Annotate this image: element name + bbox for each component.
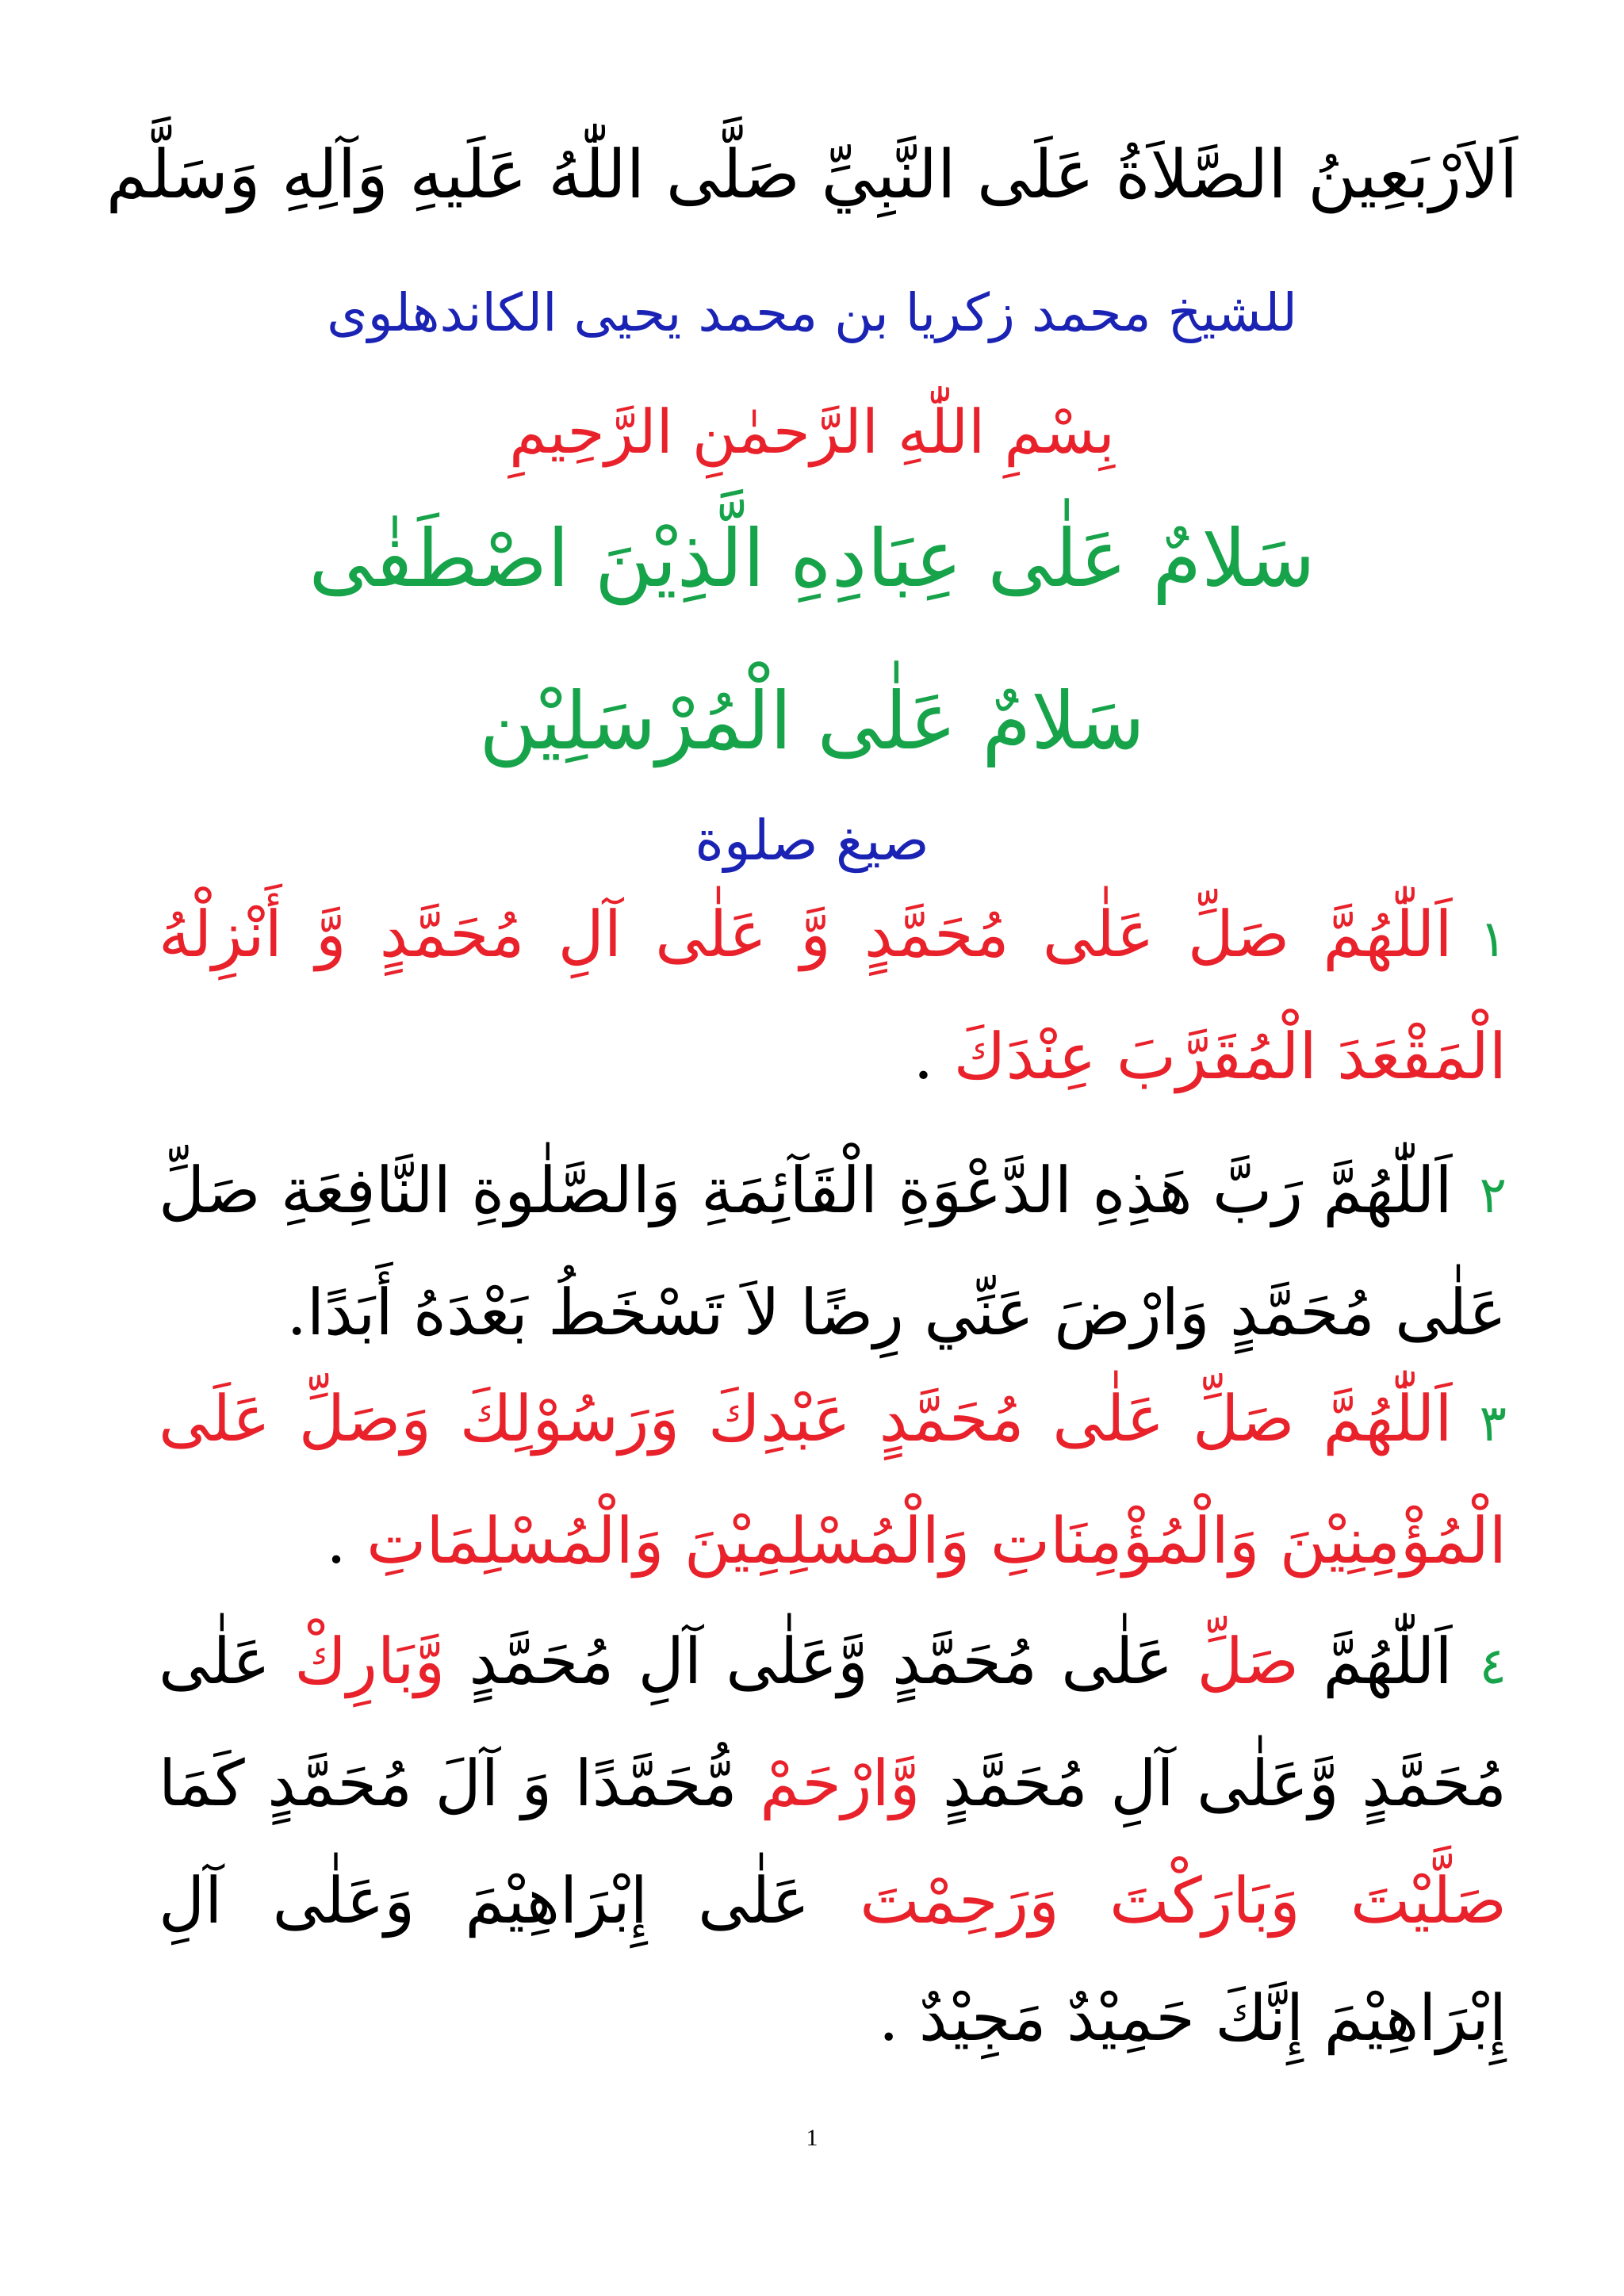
bismillah-line: بِسْمِ اللّٰهِ الرَّحمٰنِ الرَّحِيمِ [509,396,1115,467]
paragraph-text: اَللّٰهُمَّ رَبَّ هَذِهِ الدَّعْوَةِ الْقَآئِمَةِ وَالصَّلٰوةِ النَّافِعَةِ صَلِّ عَلٰى مُحَمَّدٍ وَارْضَ عَنِّي رِضًا لاَ تَسْخَطُ بَعْدَهُ أَبَدًا. [159,1154,1507,1349]
paragraph-text-red: وَّبَارِكْ [294,1624,446,1698]
paragraph-number: ٤ [1479,1637,1507,1696]
page-number: 1 [806,2125,818,2151]
paragraph-text-red: صَلِّ [1197,1624,1300,1698]
paragraph-text: . [913,1020,954,1093]
document-title: اَلاَرْبَعِينُ الصَّلاَةُ عَلَى النَّبِيِّ صَلَّى اللّٰهُ عَلَيهِ وَآلِهِ وَسَلَّم [105,136,1519,213]
salawat-paragraph-3 [159,1360,1507,1600]
paragraph-text-red: اَللّٰهُمَّ صَلِّ عَلٰى مُحَمَّدٍ وَّ عَلٰى آلِ مُحَمَّدٍ وَّ أَنْزِلْهُ الْمَقْعَدَ الْمُقَرَّبَ عِنْدَكَ [159,897,1507,1093]
paragraph-number: ٣ [1479,1395,1507,1453]
section-heading: صيغ صلوة [695,808,929,873]
paragraph-text: عَلٰى مُحَمَّدٍ وَّعَلٰى آلِ مُحَمَّدٍ [445,1624,1197,1698]
salawat-paragraph-1 [159,876,1507,1115]
paragraph-number: ١ [1479,910,1507,969]
salam-line-1: سَلامٌ عَلٰى عِبَادِهِ الَّذِيْنَ اصْطَفٰى [308,512,1316,605]
salawat-paragraph-4 [159,1603,1507,2077]
paragraph-number: ٢ [1479,1166,1507,1225]
paragraph-text: . [326,1504,367,1578]
author-line: للشيخ محمد زكريا بن محمد يحيى الكاندهلوى [327,282,1297,343]
paragraph-text-red: وَّارْحَمْ [760,1747,921,1820]
salawat-paragraph-2 [159,1132,1507,1372]
paragraph-text-red: صَلَّيْتَ وَبَارَكْتَ وَرَحِمْتَ [860,1864,1507,1938]
paragraph-text: اَللّٰهُمَّ [1299,1624,1453,1698]
paragraph-text: عَلٰى إِبْرَاهِيْمَ وَعَلٰى آلِ إِبْرَاهِيْمَ إِنَّكَ حَمِيْدٌ مَجِيْدٌ . [159,1864,1507,2055]
salam-line-2: سَلامٌ عَلٰى الْمُرْسَلِيْن [479,675,1145,767]
paragraph-text-red: اَللّٰهُمَّ صَلِّ عَلٰى مُحَمَّدٍ عَبْدِكَ وَرَسُوْلِكَ وَصَلِّ عَلَى الْمُؤْمِنِيْنَ وَالْمُؤْمِنَاتِ وَالْمُسْلِمِيْنَ وَالْمُسْلِمَاتِ [159,1382,1507,1578]
paragraph-text: مُّحَمَّدًا وَ آلَ مُحَمَّدٍ كَمَا [159,1747,760,1820]
paragraph-text: عَلٰى مُحَمَّدٍ وَّعَلٰى آلِ مُحَمَّدٍ [159,1624,1507,1820]
